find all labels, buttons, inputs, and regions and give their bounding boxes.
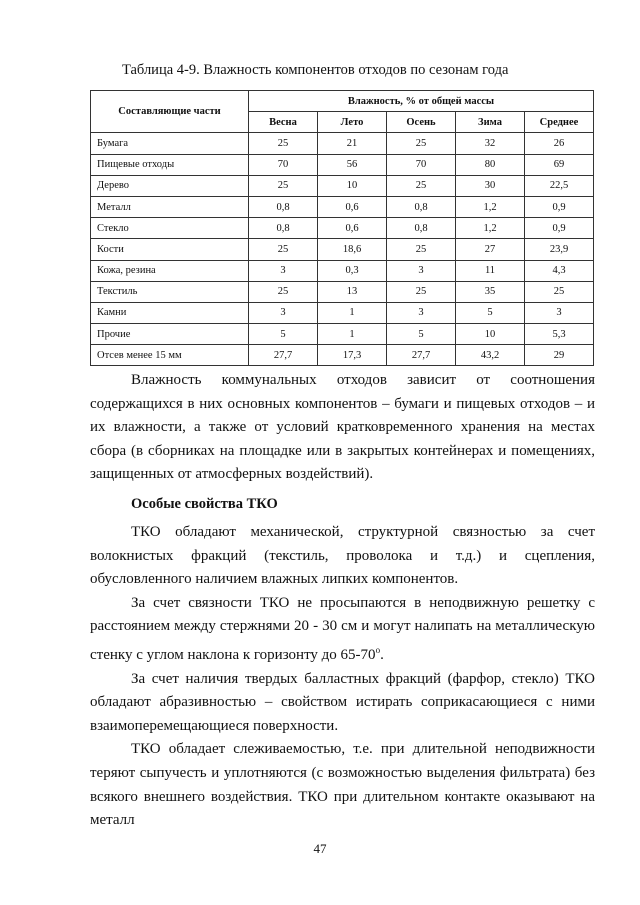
cell-value: 3 [387, 260, 456, 281]
table-row [91, 196, 594, 217]
cell-value: 70 [387, 154, 456, 175]
paragraph-text: Влажность коммунальных отходов зависит от соотношения содержащихся в них основных компонентов – бумаги и пищевых отходов – и их влажности, а также от условий кратковременного хранения на местах сбора (в сборниках на площадке или в закрытых контейнерах и помещениях, защищенных от атмосферных воздействий). [90, 372, 595, 483]
row-component-name: Прочие [91, 324, 249, 345]
cell-value: 10 [456, 324, 525, 345]
cell-value: 0,9 [525, 218, 594, 239]
cell-value: 21 [318, 133, 387, 154]
row-component-name: Отсев менее 15 мм [91, 345, 249, 366]
row-component-name: Текстиль [91, 281, 249, 302]
table-caption: Таблица 4-9. Влажность компонентов отходов по сезонам года [122, 62, 509, 78]
cell-value: 11 [456, 260, 525, 281]
table-row [91, 133, 594, 154]
row-component-name: Стекло [91, 218, 249, 239]
cell-value: 13 [318, 281, 387, 302]
paragraph-text: За счет наличия твердых балластных фракций (фарфор, стекло) ТКО обладают абразивностью – свойством истирать соприкасающиеся с ними взаимоперемещающиеся поверхности. [90, 670, 595, 734]
cell-value: 5 [456, 302, 525, 323]
table-row [91, 218, 594, 239]
cell-value: 10 [318, 175, 387, 196]
paragraph-text-main: За счет связности ТКО не просыпаются в неподвижную решетку с расстоянием между стержнями 20 - 30 см и могут налипать на металлическую стенку с углом наклона к горизонту до 65-70 [90, 594, 595, 663]
row-component-name: Дерево [91, 175, 249, 196]
table-row [91, 154, 594, 175]
cell-value: 25 [387, 175, 456, 196]
cell-value: 22,5 [525, 175, 594, 196]
cell-value: 25 [387, 281, 456, 302]
table-row [91, 260, 594, 281]
table-header-row [91, 91, 594, 112]
cell-value: 56 [318, 154, 387, 175]
header-component: Составляющие части [91, 91, 249, 133]
row-component-name: Кости [91, 239, 249, 260]
cell-value: 5 [387, 324, 456, 345]
cell-value: 3 [387, 302, 456, 323]
cell-value: 5,3 [525, 324, 594, 345]
table-row [91, 302, 594, 323]
cell-value: 3 [525, 302, 594, 323]
cell-value: 0,8 [387, 218, 456, 239]
cell-value: 25 [387, 239, 456, 260]
cell-value: 1,2 [456, 218, 525, 239]
cell-value: 0,8 [249, 196, 318, 217]
cell-value: 43,2 [456, 345, 525, 366]
cell-value: 3 [249, 302, 318, 323]
cell-value: 26 [525, 133, 594, 154]
header-season: Среднее [525, 112, 594, 133]
cell-value: 29 [525, 345, 594, 366]
cell-value: 35 [456, 281, 525, 302]
cell-value: 3 [249, 260, 318, 281]
cell-value: 25 [525, 281, 594, 302]
header-season: Весна [249, 112, 318, 133]
cell-value: 0,6 [318, 196, 387, 217]
page-number: 47 [313, 841, 327, 856]
paragraph-text: ТКО обладает слеживаемостью, т.е. при длительной неподвижности теряют сыпучесть и уплотняются (с возможностью выделения фильтрата) без всякого внешнего воздействия. ТКО при длительном контакте оказывают на металл [90, 741, 595, 829]
moisture-table [90, 90, 594, 366]
header-season: Зима [456, 112, 525, 133]
table-row [91, 345, 594, 366]
row-component-name: Камни [91, 302, 249, 323]
cell-value: 0,6 [318, 218, 387, 239]
cell-value: 30 [456, 175, 525, 196]
cell-value: 0,3 [318, 260, 387, 281]
paragraph-text [90, 592, 595, 668]
cell-value: 1,2 [456, 196, 525, 217]
cell-value: 0,8 [249, 218, 318, 239]
cell-value: 80 [456, 154, 525, 175]
paragraph-text-end: . [380, 646, 384, 663]
cell-value: 0,8 [387, 196, 456, 217]
cell-value: 27,7 [387, 345, 456, 366]
cell-value: 4,3 [525, 260, 594, 281]
row-component-name: Бумага [91, 133, 249, 154]
table-row [91, 281, 594, 302]
cell-value: 32 [456, 133, 525, 154]
row-component-name: Металл [91, 196, 249, 217]
cell-value: 1 [318, 324, 387, 345]
cell-value: 25 [249, 281, 318, 302]
cell-value: 25 [249, 239, 318, 260]
paragraph-text: ТКО обладают механической, структурной связностью за счет волокнистых фракций (текстиль, проволока и т.д.) и сцепления, обусловленного наличием влажных липких компонентов. [90, 524, 595, 588]
cell-value: 17,3 [318, 345, 387, 366]
cell-value: 70 [249, 154, 318, 175]
cell-value: 18,6 [318, 239, 387, 260]
header-group: Влажность, % от общей массы [249, 91, 594, 112]
paragraph-moisture [90, 369, 595, 487]
row-component-name: Кожа, резина [91, 260, 249, 281]
cell-value: 25 [249, 175, 318, 196]
cell-value: 0,9 [525, 196, 594, 217]
cell-value: 69 [525, 154, 594, 175]
cell-value: 25 [387, 133, 456, 154]
table-row [91, 324, 594, 345]
cell-value: 1 [318, 302, 387, 323]
table-body [91, 133, 594, 366]
row-component-name: Пищевые отходы [91, 154, 249, 175]
table-row [91, 239, 594, 260]
cell-value: 25 [249, 133, 318, 154]
cell-value: 5 [249, 324, 318, 345]
paragraph-cohesion [90, 521, 595, 833]
cell-value: 27,7 [249, 345, 318, 366]
cell-value: 27 [456, 239, 525, 260]
cell-value: 23,9 [525, 239, 594, 260]
degree-sup: о [375, 644, 381, 655]
table-row [91, 175, 594, 196]
header-season: Лето [318, 112, 387, 133]
section-heading: Особые свойства ТКО [131, 496, 278, 512]
header-season: Осень [387, 112, 456, 133]
